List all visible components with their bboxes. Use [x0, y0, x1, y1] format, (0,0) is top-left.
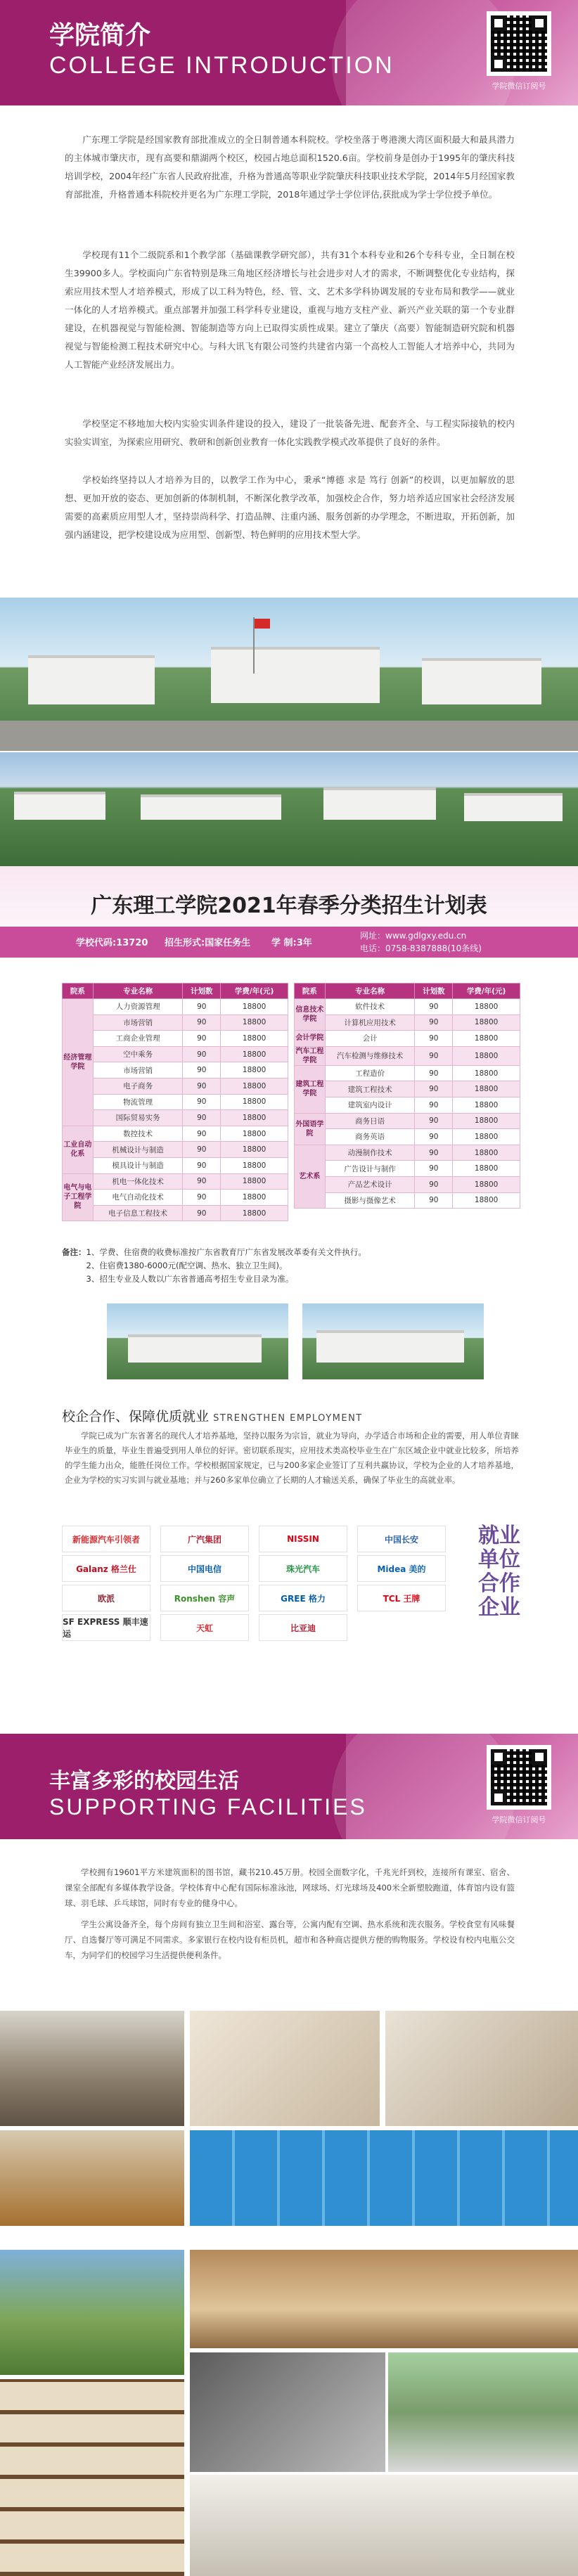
photo-study-room [385, 2011, 578, 2126]
partner-logo: SF EXPRESS 顺丰速运 [62, 1614, 150, 1641]
enroll-table-right [294, 983, 520, 1209]
tuition-cell: 18800 [221, 1062, 288, 1078]
life-title-cn: 丰富多彩的校园生活 [49, 1769, 239, 1793]
plan-count-cell: 90 [415, 999, 453, 1015]
major-cell: 建筑室内设计 [325, 1097, 415, 1113]
dept-cell: 电气与电子工程学院 [63, 1173, 94, 1221]
plan-count-cell: 90 [183, 1173, 221, 1190]
table-row [63, 1015, 288, 1031]
table-row [295, 1046, 520, 1065]
partner-logo: TCL 王牌 [357, 1585, 446, 1611]
dept-cell: 艺术系 [295, 1145, 326, 1208]
note-item: 3、招生专业及人数以广东省普通高考招生专业目录为准。 [86, 1274, 294, 1284]
school-code: 学校代码:13720 [76, 938, 148, 948]
plan-count-cell: 90 [415, 1113, 453, 1129]
tuition-cell: 18800 [221, 1157, 288, 1173]
partner-logo: NISSIN [259, 1526, 347, 1552]
tuition-cell: 18800 [453, 999, 520, 1015]
tuition-cell: 18800 [221, 1190, 288, 1206]
tuition-cell: 18800 [221, 1205, 288, 1221]
table-header-cell: 学费/年(元) [453, 984, 520, 999]
dept-cell: 会计学院 [295, 1031, 326, 1047]
major-cell: 电子商务 [93, 1078, 183, 1094]
intro-title-en: COLLEGE INTRODUCTION [49, 52, 394, 79]
tuition-cell: 18800 [453, 1113, 520, 1129]
intro-paragraph: 学校坚定不移地加大校内实验实训条件建设的投入，建设了一批装备先进、配套齐全、与工程实际接轨的校内实验实训室，为探索应用研究、教研和创新创业教育一体化实践教学模式改革提供了良好的条件。 [65, 418, 515, 447]
plan-count-cell: 90 [415, 1031, 453, 1047]
dept-cell: 外国语学院 [295, 1113, 326, 1145]
major-cell: 市场营销 [93, 1062, 183, 1078]
enroll-table-left [62, 983, 288, 1221]
campus-photo-aerial [0, 752, 578, 866]
intro-title-cn: 学院简介 [49, 21, 151, 50]
major-cell: 工商企业管理 [93, 1031, 183, 1047]
major-cell: 物流管理 [93, 1094, 183, 1110]
photo-students-cycling [0, 2250, 184, 2375]
coop-side-tag: 就业单位合作企业 [478, 1524, 520, 1620]
tuition-cell: 18800 [453, 1176, 520, 1192]
tuition-cell: 18800 [453, 1081, 520, 1097]
plan-count-cell: 90 [415, 1046, 453, 1065]
table-row [63, 1046, 288, 1062]
partner-logos [62, 1526, 456, 1645]
major-cell: 电气自动化技术 [93, 1190, 183, 1206]
table-row [63, 1031, 288, 1047]
tuition-cell: 18800 [221, 1142, 288, 1158]
tuition-cell: 18800 [221, 1110, 288, 1126]
plan-count-cell: 90 [183, 1205, 221, 1221]
dept-cell: 汽车工程学院 [295, 1047, 324, 1064]
photo-gym-hall [190, 2250, 578, 2348]
table-header-cell: 院系 [295, 984, 326, 999]
wechat-qr-code [487, 1745, 551, 1810]
table-row [295, 1176, 520, 1192]
major-cell: 建筑工程技术 [325, 1081, 415, 1097]
plan-count-cell: 90 [183, 1062, 221, 1078]
major-cell: 市场营销 [93, 1015, 183, 1031]
table-row [295, 1081, 520, 1097]
dept-cell: 经济管理学院 [63, 999, 94, 1126]
dept-cell: 工业自动化系 [63, 1126, 94, 1173]
tuition-cell: 18800 [453, 1161, 520, 1177]
life-paragraph: 学生公寓设备齐全，每个房间有独立卫生间和浴室、露台等，公寓内配有空调、热水系统和洗衣服务。学校食堂有风味餐厅、自选餐厅等可满足不同需求。多家银行在校内设有柜员机，超市和各种商店提供方便的购物服务。学校设有校内电瓶公交车，为同学们的校园学习生活提供便利条件。 [65, 1919, 515, 1960]
table-row [63, 1173, 288, 1190]
photo-library-hall [0, 2011, 184, 2126]
table-row [295, 1145, 520, 1161]
photo-fitness-room [190, 2352, 385, 2472]
tuition-cell: 18800 [221, 1015, 288, 1031]
major-cell: 汽车检测与维修技术 [325, 1046, 415, 1065]
major-cell: 机械设计与制造 [93, 1142, 183, 1158]
photo-canteen [0, 2130, 184, 2226]
plan-count-cell: 90 [183, 1157, 221, 1173]
major-cell: 动漫制作技术 [325, 1145, 415, 1161]
major-cell: 广告设计与制作 [325, 1161, 415, 1177]
plan-count-cell: 90 [415, 1097, 453, 1113]
major-cell: 人力资源管理 [93, 999, 183, 1015]
campus-photo-building-small [302, 1303, 484, 1379]
table-row [295, 1065, 520, 1081]
tuition-cell: 18800 [221, 1173, 288, 1190]
tuition-cell: 18800 [221, 1078, 288, 1094]
plan-count-cell: 90 [183, 1190, 221, 1206]
table-header-cell: 专业名称 [93, 984, 183, 999]
enroll-notes [62, 1246, 526, 1286]
table-row [295, 1015, 520, 1031]
major-cell: 数控技术 [93, 1126, 183, 1142]
tuition-cell: 18800 [453, 1192, 520, 1209]
table-row [63, 1094, 288, 1110]
school-system: 学 制:3年 [271, 938, 312, 948]
plan-count-cell: 90 [183, 1031, 221, 1047]
partner-logo: 比亚迪 [259, 1614, 347, 1641]
enroll-title: 广东理工学院2021年春季分类招生计划表 [91, 894, 487, 918]
photo-bookshelves [0, 2379, 184, 2576]
tuition-cell: 18800 [221, 1126, 288, 1142]
table-header-cell: 学费/年(元) [221, 984, 288, 999]
major-cell: 会计 [325, 1031, 415, 1047]
major-cell: 商务日语 [325, 1113, 415, 1129]
qr-caption: 学院微信订阅号 [492, 82, 546, 91]
plan-count-cell: 90 [415, 1015, 453, 1031]
enroll-info-bar [0, 927, 578, 958]
plan-count-cell: 90 [415, 1081, 453, 1097]
table-row [295, 1192, 520, 1209]
tuition-cell: 18800 [453, 1145, 520, 1161]
qr-caption: 学院微信订阅号 [492, 1815, 546, 1824]
major-cell: 摄影与摄像艺术 [325, 1192, 415, 1209]
table-row [63, 1110, 288, 1126]
enroll-form: 招生形式:国家任务生 [165, 938, 251, 948]
major-cell: 模具设计与制造 [93, 1157, 183, 1173]
notes-label: 备注： [62, 1247, 86, 1257]
life-title-en: SUPPORTING FACILITIES [49, 1794, 367, 1820]
table-row [63, 1142, 288, 1158]
plan-count-cell: 90 [415, 1176, 453, 1192]
table-row [63, 1078, 288, 1094]
plan-count-cell: 90 [183, 999, 221, 1015]
table-header-cell: 专业名称 [325, 984, 415, 999]
tuition-cell: 18800 [453, 1097, 520, 1113]
tuition-cell: 18800 [453, 1046, 520, 1065]
table-row [63, 1157, 288, 1173]
plan-count-cell: 90 [183, 1078, 221, 1094]
partner-logo: 中国电信 [160, 1555, 249, 1582]
partner-logo: 欧派 [62, 1585, 150, 1611]
table-row [63, 1205, 288, 1221]
coop-title-cn: 校企合作、保障优质就业 [62, 1409, 210, 1424]
partner-logo: 珠光汽车 [259, 1555, 347, 1582]
school-website: 网址：www.gdlgxy.edu.cn [360, 931, 467, 941]
photo-campus-shuttle [388, 2352, 578, 2472]
partner-logo: 中国长安 [357, 1526, 446, 1552]
table-row [63, 1126, 288, 1142]
tuition-cell: 18800 [453, 1065, 520, 1081]
intro-paragraph: 学校现有11个二级院系和1个教学部（基础课教学研究部），共有31个本科专业和26个专科专业，全日制在校生39900多人。学校面向广东省特别是珠三角地区经济增长与社会进步对人才的需求，不断调整优化专业结构，探索应用技术型人才培养模式，形成了以工科为特色，经、管、文、艺术多学科协调发展的专业布局和教学——就业一体化的人才培养模式。重点部署并加强工科学科专业建设，重视与地方支柱产业、新兴产业关联的第一个专业群建设，在机器视觉与智能检测、智能制造等方向上已取得实质性成果。建立了肇庆（高要）智能制造研究院和机器视觉与智能检测工程技术研究中心。与科大讯飞有限公司签约共建省内第一个高校人工智能人才培养中心，共同为人工智能产业经济发展出力。 [65, 250, 515, 370]
partner-logo: 广汽集团 [160, 1526, 249, 1552]
major-cell: 工程造价 [325, 1065, 415, 1081]
major-cell: 产品艺术设计 [325, 1176, 415, 1192]
major-cell: 计算机应用技术 [325, 1015, 415, 1031]
plan-count-cell: 90 [183, 1142, 221, 1158]
major-cell: 空中乘务 [93, 1046, 183, 1062]
table-row [295, 999, 520, 1015]
plan-count-cell: 90 [415, 1161, 453, 1177]
coop-title-en: STRENGTHEN EMPLOYMENT [213, 1413, 363, 1424]
photo-classroom [190, 2475, 578, 2576]
table-header-cell: 计划数 [415, 984, 453, 999]
dept-cell: 信息技术学院 [295, 999, 326, 1031]
plan-count-cell: 90 [415, 1065, 453, 1081]
table-row [295, 1031, 520, 1047]
school-phone: 电话：0758-8387888(10条线) [360, 944, 482, 953]
major-cell: 电子信息工程技术 [93, 1205, 183, 1221]
plan-count-cell: 90 [415, 1145, 453, 1161]
partner-logo: 天虹 [160, 1614, 249, 1641]
plan-count-cell: 90 [183, 1046, 221, 1062]
plan-count-cell: 90 [183, 1015, 221, 1031]
plan-count-cell: 90 [183, 1094, 221, 1110]
tuition-cell: 18800 [453, 1015, 520, 1031]
table-row [63, 1190, 288, 1206]
wechat-qr-code [487, 11, 551, 76]
partner-logo: Galanz 格兰仕 [62, 1555, 150, 1582]
dept-cell: 建筑工程学院 [295, 1065, 326, 1113]
table-row [295, 1097, 520, 1113]
tuition-cell: 18800 [221, 1046, 288, 1062]
table-header-cell: 计划数 [183, 984, 221, 999]
plan-count-cell: 90 [183, 1110, 221, 1126]
table-row [295, 1129, 520, 1145]
note-item: 1、学费、住宿费的收费标准按广东省教育厅广东省发展改革委有关文件执行。 [86, 1247, 366, 1257]
campus-photo-gate-small [107, 1303, 288, 1379]
campus-photo-gate [0, 598, 578, 751]
intro-banner [0, 0, 578, 105]
tuition-cell: 18800 [453, 1129, 520, 1145]
photo-swimming-pool [190, 2130, 578, 2226]
table-row [63, 1062, 288, 1078]
coop-paragraph: 学院已成为广东省著名的现代人才培养基地，坚持以服务为宗旨，就业为导向，办学适合市场和企业的需要，用人单位青睐毕业生的质量，毕业生普遍受到用人单位的好评。密切联系现实，应用技术类高校毕业生在广东区域企业中就业比较多，所培养的学生能力出众，能胜任岗位工作。学校根据国家规定，已与200多家企业签订了互利共赢协议，学校为企业的人才培养基地，企业为学校的实习实训与就业基地；并与260多家单位确立了长期的人才输送关系，确保了毕业生的高就业率。 [65, 1431, 519, 1485]
table-row [63, 999, 288, 1015]
table-row [295, 1113, 520, 1129]
table-row [295, 1161, 520, 1177]
tuition-cell: 18800 [221, 999, 288, 1015]
plan-count-cell: 90 [183, 1126, 221, 1142]
partner-logo: Ronshen 容声 [160, 1585, 249, 1611]
major-cell: 国际贸易实务 [93, 1110, 183, 1126]
plan-count-cell: 90 [415, 1129, 453, 1145]
major-cell: 软件技术 [325, 999, 415, 1015]
tuition-cell: 18800 [221, 1094, 288, 1110]
plan-count-cell: 90 [415, 1192, 453, 1209]
tuition-cell: 18800 [221, 1031, 288, 1047]
coop-heading [62, 1406, 363, 1425]
partner-logo: 新能源汽车引领者 [62, 1526, 150, 1552]
major-cell: 商务英语 [325, 1129, 415, 1145]
intro-paragraph: 学校始终坚持以人才培养为目的，以教学工作为中心，秉承“博德 求是 笃行 创新”的校训，以更加解放的思想、更加开放的姿态、更加创新的体制机制，不断深化教学改革，加强校企合作，努力培养适应国家社会经济发展需要的高素质应用型人才，坚持崇尚科学、打造品牌、注重内涵、服务创新的办学理念，不断进取，开拓创新，加强内涵建设，把学校建设成为应用型、创新型、特色鲜明的应用技术型大学。 [65, 475, 515, 540]
table-header-cell: 院系 [63, 984, 94, 999]
intro-paragraph: 广东理工学院是经国家教育部批准成立的全日制普通本科院校。学校坐落于粤港澳大湾区面积最大和最具潜力的主体城市肇庆市，现有高要和鼎湖两个校区，校园占地总面积1520.6亩。学校前身是创办于1995年的肇庆科技培训学校，2004年经广东省人民政府批准，升格为普通高等职业学院肇庆科技职业技术学院，2014年5月经国家教育部批准，升格普通本科院校并更名为广东理工学院，2018年通过学士学位评估,获批成为学士学位授予单位。 [65, 134, 515, 200]
photo-dorm-room [190, 2011, 380, 2126]
partner-logo: Midea 美的 [357, 1555, 446, 1582]
life-paragraph: 学校拥有19601平方米建筑面积的图书馆，藏书210.45万册。校园全面数字化，千兆光纤到校，连接所有课室、宿舍、课室全部配有多媒体教学设备。学校体育中心配有国际标准泳池，网球场、灯光球场及400米全新塑胶跑道，体育馆内设有篮球、羽毛球、乒乓球馆，同时有专业的健身中心。 [65, 1867, 515, 1908]
tuition-cell: 18800 [453, 1031, 520, 1047]
major-cell: 机电一体化技术 [93, 1173, 183, 1190]
partner-logo: GREE 格力 [259, 1585, 347, 1611]
note-item: 2、住宿费1380-6000元(配空调、热水、独立卫生间)。 [86, 1261, 288, 1270]
life-banner [0, 1734, 578, 1839]
